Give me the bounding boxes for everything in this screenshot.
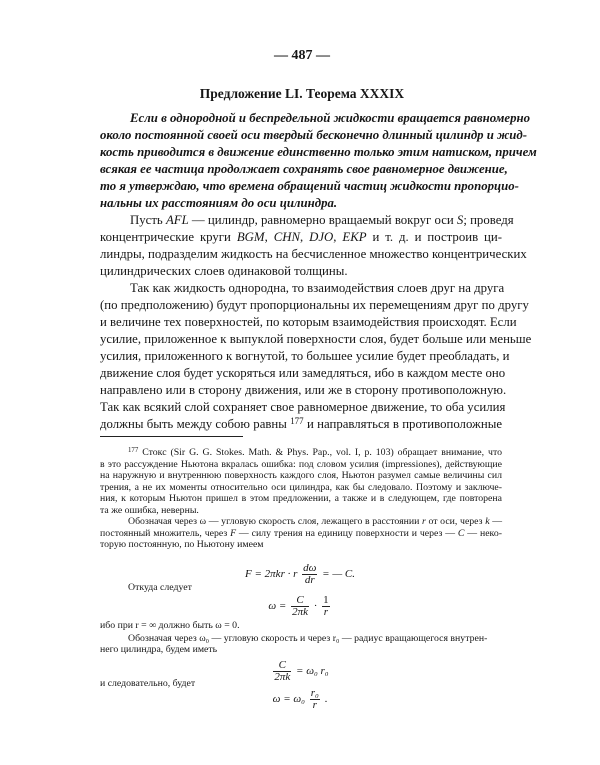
theorem-statement — [100, 110, 537, 212]
text-segment: около постоянной своей оси твердый бесконечно длинный цилиндр и жид- — [100, 128, 527, 142]
text-consequently: и следовательно, будет — [100, 678, 196, 689]
text-segment: Так как жидкость однородна, то взаимодействия слоев друг на друга — [130, 281, 505, 295]
text-line — [100, 110, 530, 127]
text-segment: , — [333, 230, 343, 244]
formula-rhs: = ω₀ r₀ — [296, 665, 329, 678]
text-line — [100, 470, 502, 482]
fraction — [310, 688, 320, 711]
denominator: 2πk — [292, 606, 308, 618]
text-segment: усилие, приложенное к выпуклой поверхности слоя, будет больше или меньше — [100, 332, 532, 346]
formula-rhs: . — [324, 693, 328, 706]
text-segment: должны быть между собою равны — [100, 417, 291, 431]
text-segment: и т. д. и построив ци- — [366, 230, 502, 244]
text-line — [100, 528, 502, 540]
text-segment: C — [457, 527, 465, 539]
text-line — [100, 365, 506, 382]
text-line — [100, 331, 532, 348]
text-line — [100, 493, 502, 505]
footnote-text — [100, 447, 502, 551]
numerator: C — [291, 595, 309, 607]
text-line — [100, 516, 502, 528]
text-segment: цилиндрических слоев одинаковой толщины. — [100, 264, 348, 278]
text-segment: направлено или в сторону движения, или же в сторону противоположную. — [100, 383, 507, 397]
formula-omega — [0, 595, 600, 618]
text-line — [100, 382, 507, 399]
text-segment: Так как всякий слой сохраняет свое равномерное движение, то оба усилия — [100, 400, 506, 414]
text-since: ибо при r = ∞ должно быть ω = 0. — [100, 620, 240, 631]
text-line — [100, 246, 527, 263]
text-segment: на наружную и внутреннюю поверхность каждого слоя, Ньютон разумел самые величины сил — [100, 470, 502, 481]
numerator: r₀ — [310, 687, 319, 699]
fraction — [291, 595, 309, 618]
text-segment: k — [485, 516, 490, 527]
numerator: C — [273, 660, 291, 672]
text-line — [100, 297, 529, 314]
text-segment: ния, к которым Ньютон пришел в этом предложении, а также и в следующем, где повторена — [100, 493, 502, 504]
text-line — [100, 127, 527, 144]
text-line — [100, 459, 502, 471]
text-segment: усилия, приложенного к вогнутой, то большее усилие будет преобладать, и — [100, 349, 510, 363]
text-segment: Пусть — [130, 213, 166, 227]
text-segment: в это рассуждение Ньютона вкралась ошибка: под словом усилия (impressiones), действующие — [100, 458, 502, 470]
denominator: dr — [304, 574, 315, 586]
text-segment: — неко- — [464, 527, 502, 539]
text-line — [100, 505, 502, 517]
text-line — [100, 161, 508, 178]
text-line — [100, 280, 505, 297]
formula-lhs: ω = ω₀ — [272, 693, 305, 706]
text-segment: F — [230, 527, 237, 539]
fraction — [322, 595, 330, 618]
text-line — [100, 348, 510, 365]
denominator: 2πk — [274, 671, 291, 683]
denominator: r — [312, 699, 317, 711]
formula-c-constant — [0, 660, 600, 683]
text-segment: то я утверждаю, что времена обращений частиц жидкости пропорцио- — [100, 179, 519, 193]
formula-omega-final — [0, 688, 600, 711]
text-segment: та же ошибка, неверны. — [100, 504, 199, 516]
text-line — [100, 263, 502, 280]
footnote-ref: 177 — [290, 415, 304, 426]
text-line — [100, 416, 502, 433]
text-segment: движение слоя будет ускоряться или замедляться, ибо в каждом месте оно — [100, 366, 506, 380]
numerator: dω — [303, 562, 317, 574]
text-segment: , — [300, 230, 310, 244]
text-segment: S — [456, 213, 464, 227]
text-segment: — цилиндр, равномерно вращаемый вокруг оси — [188, 213, 457, 227]
denominator: r — [323, 606, 329, 618]
text-segment: постоянный множитель, через — [100, 527, 231, 539]
text-segment: ; проведя — [463, 213, 514, 227]
footnote-ref: 177 — [128, 446, 139, 454]
text-segment: Если в однородной и беспредельной жидкости вращается равномерно — [130, 111, 530, 125]
text-line — [100, 482, 502, 494]
proposition-title: Предложение LI. Теорема XXXIX — [199, 86, 405, 101]
formula-lhs: ω = — [268, 600, 287, 613]
dot: · — [313, 600, 318, 613]
text-denote-1: Обозначая через ω₀ — угловую скорость и через r₀ — радиус вращающегося внутрен- — [128, 633, 488, 644]
text-line — [100, 229, 502, 246]
body-text — [100, 212, 532, 433]
fraction — [273, 660, 291, 683]
text-segment: от оси, через — [425, 516, 486, 527]
text-segment: концентрические круги — [100, 230, 237, 244]
text-segment: DJO — [309, 230, 334, 244]
text-hence: Откуда следует — [128, 582, 192, 593]
text-segment: торую постоянную, по Ньютону имеем — [100, 539, 264, 550]
text-line — [100, 212, 514, 229]
text-segment: линдры, подразделим жидкость на бесчисленное множество концентрических — [100, 247, 527, 261]
text-segment: и направляться в противоположные — [303, 417, 502, 431]
text-segment: — — [489, 516, 502, 527]
text-line — [100, 539, 502, 551]
text-segment: всякая ее частица продолжает сохранять свое равномерное движение, — [100, 162, 508, 176]
text-line — [100, 144, 537, 161]
text-line — [100, 195, 502, 212]
text-line — [100, 314, 517, 331]
formula-lhs: F = 2πkr · r — [245, 568, 298, 581]
text-segment: CHN — [273, 230, 300, 244]
text-segment: кость приводится в движение единственно только этим натиском, причем — [100, 145, 537, 159]
text-segment: трения, а не их моменты относительно оси цилиндра, как бы следовало. Поэтому и заключе- — [100, 481, 502, 493]
formula-rhs: = — C. — [322, 568, 355, 581]
text-segment: нальны их расстояниям до оси цилиндра. — [100, 196, 338, 210]
footnote-separator — [100, 436, 243, 437]
text-segment: , — [264, 230, 274, 244]
page-number: — 487 — — [274, 48, 330, 63]
formula-friction — [0, 563, 600, 586]
text-segment: (по предположению) будут пропорциональны их перемещениям друг по другу — [100, 298, 529, 312]
text-segment: — силу трения на единицу поверхности и через — — [236, 527, 458, 539]
text-segment: и величине тех поверхностей, по которым взаимодействия происходят. Если — [100, 315, 517, 329]
text-segment: Обозначая через ω — угловую скорость слоя, лежащего в расстоянии — [128, 516, 422, 527]
text-line — [100, 178, 519, 195]
text-segment: Стокс (Sir G. G. Stokes. Math. & Phys. Pap., vol. I, p. 103) обращает внимание, что — [138, 447, 502, 458]
text-segment: AFL — [165, 213, 189, 227]
text-segment: EKP — [342, 230, 367, 244]
text-denote-2: него цилиндра, будем иметь — [100, 644, 218, 655]
text-line — [100, 399, 506, 416]
text-line — [100, 447, 502, 459]
text-segment: r — [421, 516, 426, 527]
fraction — [302, 563, 317, 586]
numerator: 1 — [323, 594, 329, 606]
text-segment: BGM — [236, 230, 265, 244]
